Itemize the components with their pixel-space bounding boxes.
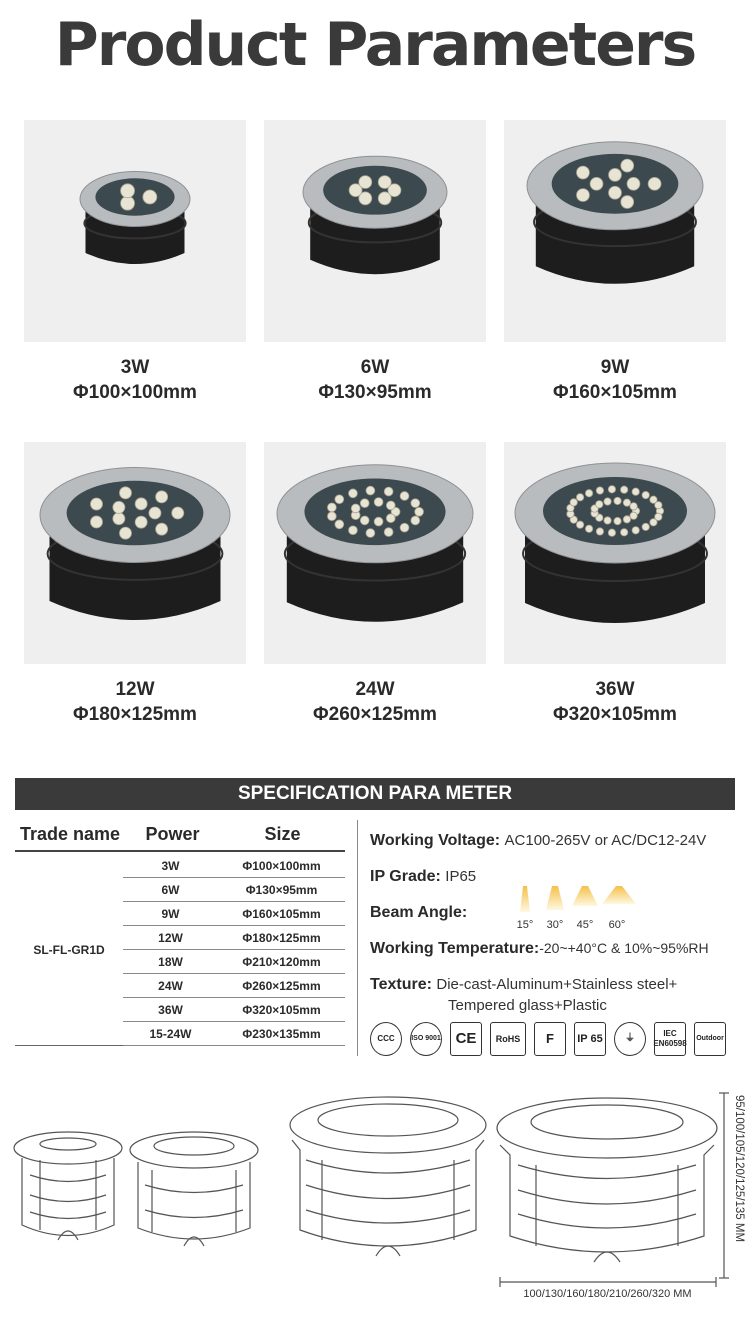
ce-icon: CE (450, 1022, 482, 1056)
row-power: 18W (158, 954, 183, 969)
product-size: Φ260×125mm (313, 704, 437, 725)
led-dot (620, 486, 627, 493)
led-dot (650, 519, 657, 526)
product-size: Φ160×105mm (553, 382, 677, 403)
led-dot (630, 503, 637, 510)
led-dot (378, 192, 391, 205)
led-dot (630, 512, 637, 519)
led-dot (642, 523, 649, 530)
table-row (123, 1022, 345, 1046)
beam-cone-icon (540, 884, 570, 916)
beam-45 (570, 884, 600, 931)
led-dot (621, 196, 634, 209)
product-photo (24, 120, 246, 342)
lamp-image (504, 442, 726, 664)
product-size: Φ130×95mm (318, 382, 432, 403)
product-power: 12W (115, 679, 155, 700)
lamp-image (24, 120, 246, 342)
beam-cone-icon (510, 884, 540, 916)
product-photo (24, 442, 246, 664)
led-dot (90, 516, 102, 528)
led-dot (623, 516, 630, 523)
product-card (24, 442, 246, 727)
row-size: Φ230×135mm (242, 1026, 321, 1041)
row-size: Φ260×125mm (242, 978, 321, 993)
spec-table (15, 824, 345, 1041)
texture-value: Die-cast-Aluminum+Stainless steel+ (436, 976, 678, 993)
table-header (15, 824, 345, 852)
lamp-image (504, 120, 726, 342)
led-dot (384, 528, 393, 537)
table-row (123, 902, 345, 926)
product-size: Φ180×125mm (73, 704, 197, 725)
col-trade-name: Trade name (19, 824, 121, 844)
led-dot (577, 166, 590, 179)
led-dot (360, 516, 369, 525)
table-row (123, 998, 345, 1022)
led-dot (90, 498, 102, 510)
drawing-medium (130, 1132, 258, 1246)
led-dot (143, 190, 157, 204)
drawing-xlarge (497, 1098, 717, 1262)
product-card (504, 442, 726, 727)
lamp-image (264, 442, 486, 664)
led-dot (121, 196, 135, 210)
led-dot (648, 177, 661, 190)
row-power: 6W (161, 882, 180, 897)
lamp-lens (323, 166, 427, 215)
led-dot (351, 504, 360, 513)
led-dot (590, 177, 603, 190)
col-power: Power (145, 824, 200, 844)
beam-cone-icon (570, 884, 600, 916)
beam-label: Beam Angle: (370, 904, 468, 921)
led-dot (585, 490, 592, 497)
led-dot (172, 507, 184, 519)
beam-angle-label: 30° (546, 919, 564, 931)
led-dot (655, 501, 662, 508)
beam-angle-label: 15° (516, 919, 534, 931)
led-dot (335, 520, 344, 529)
led-dot (614, 517, 621, 524)
led-dot (577, 189, 590, 202)
led-dot (570, 499, 577, 506)
beam-angle-label: 45° (576, 919, 594, 931)
row-power: 12W (158, 930, 183, 945)
row-size: Φ320×105mm (242, 1002, 321, 1017)
ip-label: IP Grade: (370, 868, 441, 885)
temperature-label: Working Temperature: (370, 940, 540, 957)
page-title: Product Parameters (54, 10, 696, 80)
led-dot (386, 514, 395, 523)
product-power: 6W (360, 357, 390, 378)
dimension-drawings (0, 1080, 750, 1343)
row-power: 9W (161, 906, 180, 921)
led-dot (349, 526, 358, 535)
product-card (264, 442, 486, 727)
trade-name-cell: SL-FL-GR1D (15, 854, 123, 1046)
row-power: 36W (158, 1002, 183, 1017)
led-dot (642, 491, 649, 498)
texture-property-cont (448, 997, 607, 1015)
row-power: 24W (158, 978, 183, 993)
led-dot (621, 159, 634, 172)
led-dot (149, 507, 161, 519)
lamp-image (264, 120, 486, 342)
led-dot (119, 487, 131, 499)
row-power: 15-24W (149, 1026, 192, 1041)
certification-icons (370, 1022, 726, 1056)
spec-heading: SPECIFICATION PARA METER (15, 778, 735, 810)
led-dot (156, 491, 168, 503)
row-size: Φ100×100mm (242, 858, 321, 873)
led-dot (400, 523, 409, 532)
led-dot (349, 489, 358, 498)
ip-property (370, 868, 476, 886)
product-card (264, 120, 486, 405)
beam-cone-icon (602, 884, 636, 916)
product-power: 3W (120, 357, 150, 378)
led-dot (620, 529, 627, 536)
led-dot (585, 525, 592, 532)
beam-60 (602, 884, 632, 931)
led-dot (374, 517, 383, 526)
beam-30 (540, 884, 570, 931)
led-dot (576, 521, 583, 528)
led-dot (327, 503, 336, 512)
led-dot (411, 499, 420, 508)
led-dot (632, 527, 639, 534)
table-row (123, 926, 345, 950)
texture-label: Texture: (370, 976, 432, 993)
led-dot (609, 186, 622, 199)
table-row (123, 878, 345, 902)
led-dot (604, 517, 611, 524)
beam-property (370, 904, 467, 922)
voltage-label: Working Voltage: (370, 832, 501, 849)
led-dot (596, 501, 603, 508)
temperature-value: -20~+40°C & 10%~95%RH (539, 940, 709, 956)
led-dot (614, 497, 621, 504)
product-power: 24W (355, 679, 395, 700)
led-dot (113, 501, 125, 513)
led-dot (400, 492, 409, 501)
ccc-icon: CCC (370, 1022, 402, 1056)
led-dot (366, 529, 375, 538)
product-photo (264, 442, 486, 664)
product-photo (504, 120, 726, 342)
table-rows (123, 854, 345, 1046)
led-dot (623, 499, 630, 506)
product-size: Φ320×105mm (553, 704, 677, 725)
led-dot (627, 177, 640, 190)
led-dot (156, 523, 168, 535)
ip-value: IP65 (445, 868, 477, 885)
beam-15 (510, 884, 540, 931)
ip65-icon: IP 65 (574, 1022, 606, 1056)
led-dot (135, 498, 147, 510)
led-dot (632, 488, 639, 495)
led-dot (576, 494, 583, 501)
temperature-property (370, 940, 709, 958)
product-card (504, 120, 726, 405)
lamp-lens (304, 478, 445, 545)
drawing-small (14, 1132, 122, 1240)
table-row (123, 974, 345, 998)
led-dot (327, 512, 336, 521)
width-dimensions: 100/130/160/180/210/260/320 MM (523, 1288, 692, 1300)
led-dot (121, 184, 135, 198)
f-mark-icon: F (534, 1022, 566, 1056)
texture-value-2: Tempered glass+Plastic (448, 997, 607, 1014)
led-dot (596, 487, 603, 494)
row-power: 3W (161, 858, 180, 873)
led-dot (113, 513, 125, 525)
voltage-property (370, 832, 706, 850)
led-dot (608, 529, 615, 536)
lamp-image (24, 442, 246, 664)
led-dot (604, 498, 611, 505)
beam-angle-label: 60° (608, 919, 626, 931)
product-size: Φ100×100mm (73, 382, 197, 403)
table-row (123, 854, 345, 878)
iso-icon: ISO 9001 (410, 1022, 442, 1056)
product-power: 36W (595, 679, 635, 700)
led-dot (608, 486, 615, 493)
texture-property (370, 976, 677, 994)
voltage-value: AC100-265V or AC/DC12-24V (504, 832, 707, 849)
product-photo (264, 120, 486, 342)
lamp-lens (95, 178, 174, 215)
led-dot (119, 527, 131, 539)
led-dot (366, 486, 375, 495)
height-dimensions: 95/100/105/120/125/135 MM (733, 1095, 745, 1243)
outdoor-icon: Outdoor (694, 1022, 726, 1056)
ground-icon: ⏚ (614, 1022, 646, 1056)
led-dot (374, 498, 383, 507)
col-size: Size (264, 824, 301, 844)
product-photo (504, 442, 726, 664)
product-card (24, 120, 246, 405)
row-size: Φ160×105mm (242, 906, 321, 921)
row-size: Φ130×95mm (245, 882, 318, 897)
drawing-large (290, 1097, 486, 1256)
led-dot (384, 487, 393, 496)
divider (357, 820, 358, 1056)
led-dot (360, 499, 369, 508)
led-dot (135, 516, 147, 528)
led-dot (596, 528, 603, 535)
led-dot (386, 501, 395, 510)
row-size: Φ180×125mm (242, 930, 321, 945)
led-dot (415, 507, 424, 516)
iec-icon: IEC EN60598 (654, 1022, 686, 1056)
table-row (123, 950, 345, 974)
product-power: 9W (600, 357, 630, 378)
led-dot (609, 168, 622, 181)
led-dot (411, 516, 420, 525)
led-dot (335, 495, 344, 504)
row-size: Φ210×120mm (242, 954, 321, 969)
rohs-icon: RoHS (490, 1022, 526, 1056)
led-dot (359, 176, 372, 189)
led-dot (378, 176, 391, 189)
